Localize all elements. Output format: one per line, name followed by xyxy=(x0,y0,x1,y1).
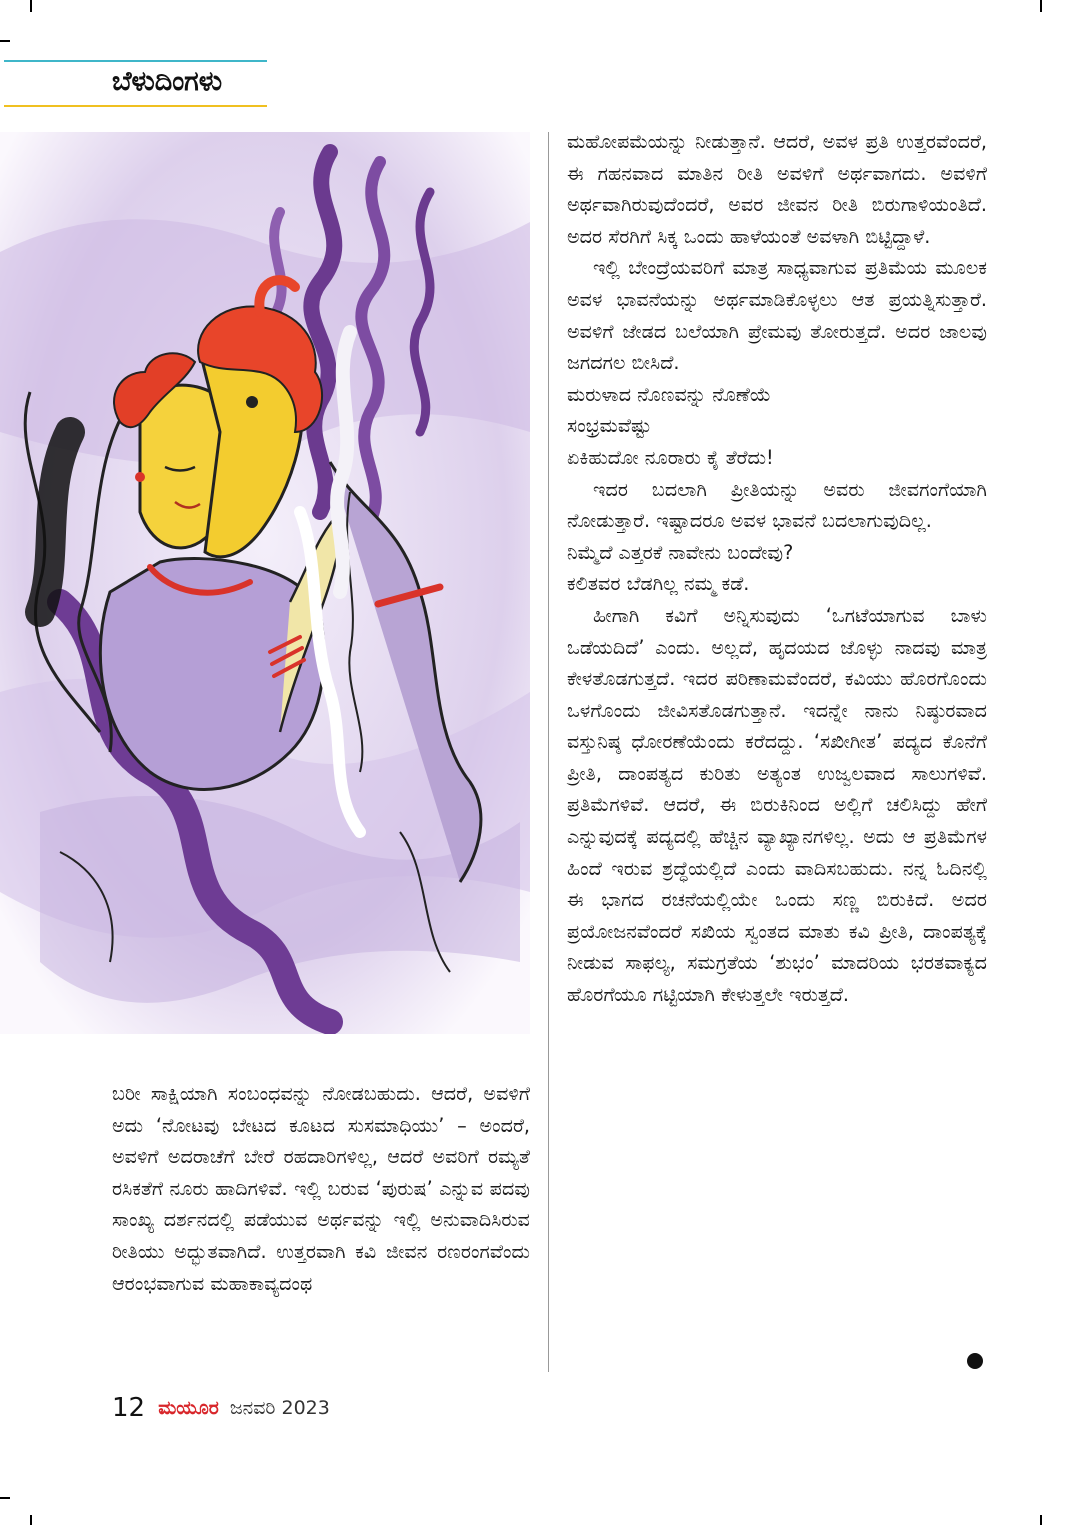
crop-mark-left-upper xyxy=(0,40,10,42)
magazine-logo: ಮಯೂರ xyxy=(158,1397,219,1419)
verse-line: ಸಂಭ್ರಮವೆಷ್ಟು xyxy=(567,414,652,438)
crop-mark-bottom-left xyxy=(30,1515,32,1525)
section-title: ಬೆಳುದಿಂಗಳು xyxy=(112,66,223,97)
header-rule-top xyxy=(4,60,267,62)
paragraph: ಹೀಗಾಗಿ ಕವಿಗೆ ಅನ್ನಿಸುವುದು ‘ಒಗಟೆಯಾಗುವ ಬಾಳು ಒಡೆಯದಿದೆ’ ಎಂದು. ಅಲ್ಲದೆ, ಹೃದಯದ ಜೊಳ್ಳು ನಾದವು ಮಾತ್ರ ಕೇಳತೊಡಗುತ್ತದೆ. ಇದರ ಪರಿಣಾಮವೆಂದರೆ, ಕವಿಯು ಹೊರಗೊಂದು ಒಳಗೊಂದು ಜೀವಿಸತೊಡಗುತ್ತಾನೆ. ಇದನ್ನೇ ನಾನು ನಿಷ್ಠುರವಾದ ವಸ್ತುನಿಷ್ಠ ಧೋರಣೆಯೆಂದು ಕರೆದದ್ದು. ‘ಸಖೀಗೀತ’ ಪದ್ಯದ ಕೊನೆಗೆ ಪ್ರೀತಿ, ದಾಂಪತ್ಯದ ಕುರಿತು ಅತ್ಯಂತ ಉಜ್ವಲವಾದ ಸಾಲುಗಳಿವೆ. ಪ್ರತಿಮೆಗಳಿವೆ. ಆದರೆ, ಈ ಬಿರುಕಿನಿಂದ ಅಲ್ಲಿಗೆ ಚಲಿಸಿದ್ದು ಹೇಗೆ ಎನ್ನುವುದಕ್ಕೆ ಪದ್ಯದಲ್ಲಿ ಹೆಚ್ಚಿನ ವ್ಯಾಖ್ಯಾನಗಳಿಲ್ಲ. ಅದು ಆ ಪ್ರತಿಮೆಗಳ ಹಿಂದೆ ಇರುವ ಶ್ರದ್ಧೆಯಲ್ಲಿದೆ ಎಂದು ವಾದಿಸಬಹುದು. ನನ್ನ ಓದಿನಲ್ಲಿ ಈ ಭಾಗದ ರಚನೆಯಲ್ಲಿಯೇ ಒಂದು ಸಣ್ಣ ಬಿರುಕಿದೆ. ಅದರ ಪ್ರಯೋಜನವೆಂದರೆ ಸಖಿಯ ಸ್ವಂತದ ಮಾತು ಕವಿ ಪ್ರೀತಿ, ದಾಂಪತ್ಯಕ್ಕೆ ನೀಡುವ ಸಾಫಲ್ಯ, ಸಮಗ್ರತೆಯ ‘ಶುಭಂ’ ಮಾದರಿಯ ಭರತವಾಕ್ಯದ ಹೊರಗೆಯೂ ಗಟ್ಟಿಯಾಗಿ ಕೇಳುತ್ತಲೇ ಇರುತ್ತದೆ. xyxy=(567,603,987,1007)
crop-mark-top-right xyxy=(1040,0,1042,12)
verse-line: ಕಲಿತವರ ಬೆಡಗಿಲ್ಲ ನಮ್ಮ ಕಡೆ. xyxy=(567,572,750,596)
paragraph: ಇದರ ಬದಲಾಗಿ ಪ್ರೀತಿಯನ್ನು ಅವರು ಜೀವಗಂಗೆಯಾಗಿ ನೋಡುತ್ತಾರೆ. ಇಷ್ಟಾದರೂ ಅವಳ ಭಾವನೆ ಬದಲಾಗುವುದಿಲ್ಲ. xyxy=(567,477,987,533)
left-column xyxy=(112,1078,530,1299)
page-number: 12 xyxy=(112,1393,146,1423)
verse-line: ಮರುಳಾದ ನೊಣವನ್ನು ನೊಣೆಯೆ xyxy=(567,382,772,406)
verse-line: ಏಕಿಹುದೋ ನೂರಾರು ಕೈ ತೆರೆದು! xyxy=(567,445,774,469)
issue-date: ಜನವರಿ 2023 xyxy=(229,1397,330,1419)
paragraph: ಇಲ್ಲಿ ಬೇಂದ್ರೆಯವರಿಗೆ ಮಾತ್ರ ಸಾಧ್ಯವಾಗುವ ಪ್ರತಿಮೆಯ ಮೂಲಕ ಅವಳ ಭಾವನೆಯನ್ನು ಅರ್ಥಮಾಡಿಕೊಳ್ಳಲು ಆತ ಪ್ರಯತ್ನಿಸುತ್ತಾರೆ. ಅವಳಿಗೆ ಜೇಡದ ಬಲೆಯಾಗಿ ಪ್ರೇಮವು ತೋರುತ್ತದೆ. ಅದರ ಜಾಲವು ಜಗದಗಲ ಬೀಸಿದೆ. xyxy=(567,256,987,375)
paragraph: ಮಹೋಪಮೆಯನ್ನು ನೀಡುತ್ತಾನೆ. ಆದರೆ, ಅವಳ ಪ್ರತಿ ಉತ್ತರವೆಂದರೆ, ಈ ಗಹನವಾದ ಮಾತಿನ ರೀತಿ ಅವಳಿಗೆ ಅರ್ಥವಾಗದು. ಅವಳಿಗೆ ಅರ್ಥವಾಗಿರುವುದೆಂದರೆ, ಅವರ ಜೀವನ ರೀತಿ ಬಿರುಗಾಳಿಯಂತಿದೆ. ಅದರ ಸೆರಗಿಗೆ ಸಿಕ್ಕ ಒಂದು ಹಾಳೆಯಂತೆ ಅವಳಾಗಿ ಬಿಟ್ಟಿದ್ದಾಳೆ. xyxy=(567,130,987,248)
crop-mark-left-lower xyxy=(0,1497,10,1499)
embracing-couple-illustration xyxy=(0,132,530,1034)
header-rule-bottom xyxy=(4,105,267,107)
verse-line: ನಿಮ್ಮೆದೆ ಎತ್ತರಕೆ ನಾವೇನು ಬಂದೇವು? xyxy=(567,540,794,564)
paragraph: ಬರೀ ಸಾಕ್ಷಿಯಾಗಿ ಸಂಬಂಧವನ್ನು ನೋಡಬಹುದು. ಆದರೆ, ಅವಳಿಗೆ ಅದು ‘ನೋಟವು ಬೇಟದ ಕೂಟದ ಸುಸಮಾಧಿಯು’ – ಅಂದರೆ, ಅವಳಿಗೆ ಅದರಾಚೆಗೆ ಬೇರೆ ರಹದಾರಿಗಳಿಲ್ಲ, ಆದರೆ ಅವರಿಗೆ ರಮ್ಯತೆ ರಸಿಕತೆಗೆ ನೂರು ಹಾದಿಗಳಿವೆ. ಇಲ್ಲಿ ಬರುವ ‘ಪುರುಷ’ ಎನ್ನುವ ಪದವು ಸಾಂಖ್ಯ ದರ್ಶನದಲ್ಲಿ ಪಡೆಯುವ ಅರ್ಥವನ್ನು ಇಲ್ಲಿ ಅನುವಾದಿಸಿರುವ ರೀತಿಯು ಅದ್ಭುತವಾಗಿದೆ. ಉತ್ತರವಾಗಿ ಕವಿ ಜೀವನ ರಣರಂಗವೆಂದು ಆರಂಭವಾಗುವ ಮಹಾಕಾವ್ಯದಂಥ xyxy=(112,1082,530,1295)
end-of-article-dot xyxy=(967,1353,983,1369)
right-column xyxy=(567,126,987,1011)
column-divider xyxy=(548,132,549,1372)
crop-mark-bottom-right xyxy=(1040,1515,1042,1525)
crop-mark-top-left xyxy=(30,0,32,12)
page-footer xyxy=(112,1393,330,1423)
